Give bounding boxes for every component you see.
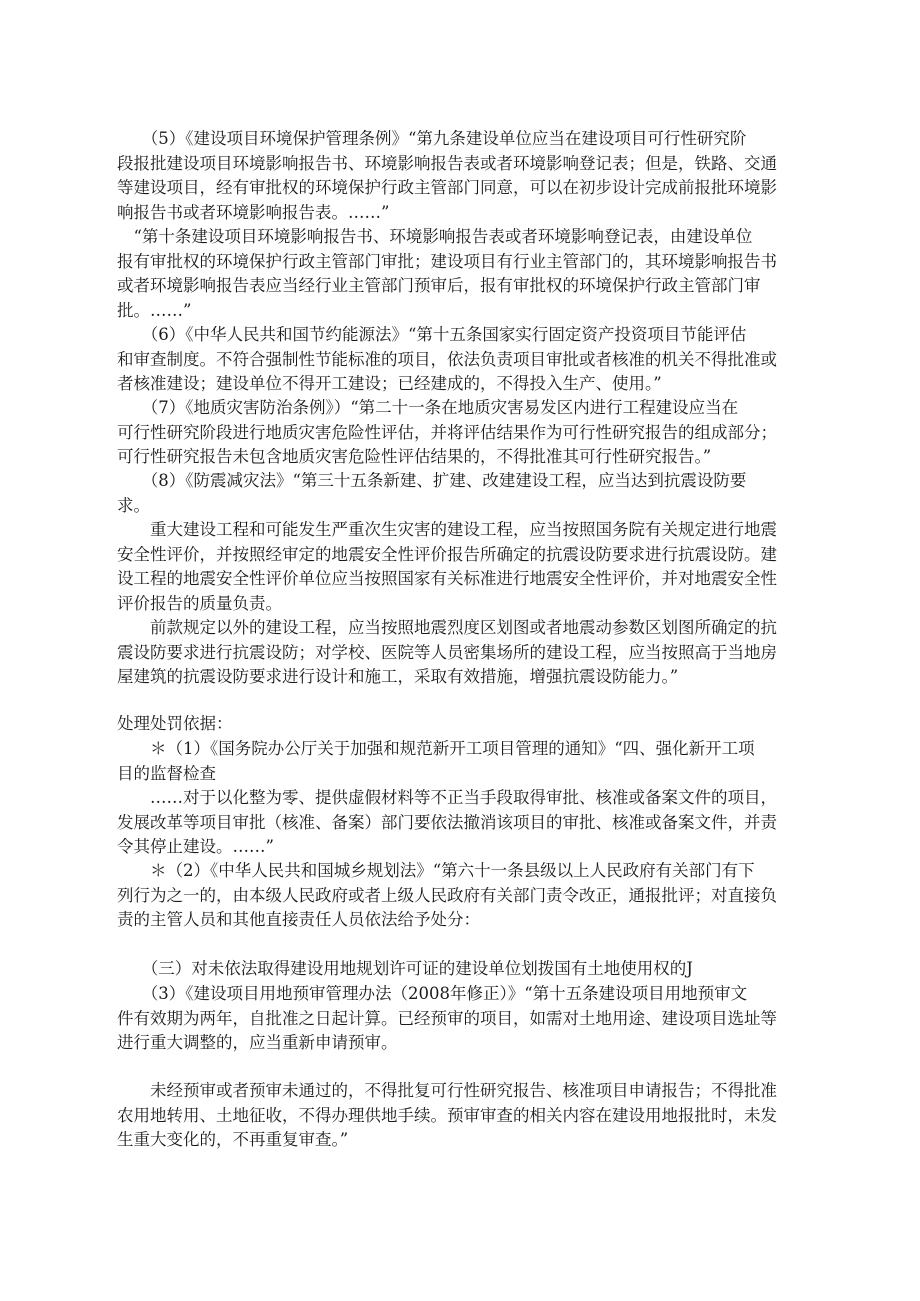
paragraph-false-materials: ……对于以化整为零、提供虚假材料等不正当手段取得审批、核准或备案文件的项目， 发展改革等项目审批（核准、备案）部门要依法撤消该项目的审批、核准或备案文件，并责 令其停止建设。……” (117, 788, 777, 856)
paragraph-env-protection-art9: （5）《建设项目环境保护管理条例》“第九条建设单位应当在建设项目可行性研究阶 段报批建设项目环境影响报告书、环境影响报告表或者环境影响登记表；但是，铁路、交通 等建设项目，经有审批权的环境保护行政主管部门同意，可以在初步设计完成前报批环境影 响报告书或者环境影响报告表。……” (117, 129, 777, 222)
paragraph-urban-rural-planning-law: ＊（2）《中华人民共和国城乡规划法》“第六十一条县级以上人民政府有关部门有下 列行为之一的，由本级人民政府或者上级人民政府有关部门责令改正，通报批评；对直接负 责的主管人员和其他直接责任人员依法给予处分： (117, 861, 777, 929)
paragraph-state-council-notice: ＊（1）《国务院办公厅关于加强和规范新开工项目管理的通知》“四、强化新开工项 目的监督检查 (117, 739, 755, 783)
paragraph-not-pre-reviewed: 未经预审或者预审未通过的，不得批复可行性研究报告、核准项目申请报告；不得批准 农用地转用、土地征收，不得办理供地手续。预审审查的相关内容在建设用地报批时，未发 生重大变化的，不再重复审查。” (117, 1081, 777, 1149)
paragraph-other-construction: 前款规定以外的建设工程，应当按照地震烈度区划图或者地震动参数区划图所确定的抗 震设防要求进行抗震设防；对学校、医院等人员密集场所的建设工程，应当按照高于当地房 屋建筑的抗震设防要求进行设计和施工，采取有效措施，增强抗震设防能力。” (117, 618, 777, 686)
paragraph-env-protection-art10: “第十条建设项目环境影响报告书、环境影响报告表或者环境影响登记表，由建设单位 报有审批权的环境保护行政主管部门审批；建设项目有行业主管部门的，其环境影响报告书 或者环境影响报告表应当经行业主管部门预审后，报有审批权的环境保护行政主管部门审 批。……” (117, 227, 777, 320)
section-heading-penalty-basis: 处理处罚依据： (117, 714, 233, 733)
paragraph-geological-disaster: （7）《地质灾害防治条例》）“第二十一条在地质灾害易发区内进行工程建设应当在 可行性研究阶段进行地质灾害危险性评估，并将评估结果作为可行性研究报告的组成部分； 可行性研究报告未包含地质灾害危险性评估结果的，不得批准其可行性研究报告。” (117, 398, 777, 466)
paragraph-land-pre-review: （3）《建设项目用地预审管理办法（2008年修正）》“第十五条建设项目用地预审文 件有效期为两年，自批准之日起计算。已经预审的项目，如需对土地用途、建设项目选址等 进行重大调整的，应当重新申请预审。 (117, 984, 777, 1052)
paragraph-energy-conservation-law: （6）《中华人民共和国节约能源法》“第十五条国家实行固定资产投资项目节能评估 和审查制度。不符合强制性节能标准的项目，依法负责项目审批或者核准的机关不得批准或 者核准建设；建设单位不得开工建设；已经建成的，不得投入生产、使用。” (117, 325, 777, 393)
paragraph-major-construction: 重大建设工程和可能发生严重次生灾害的建设工程，应当按照国务院有关规定进行地震 安全性评价，并按照经审定的地震安全性评价报告所确定的抗震设防要求进行抗震设防。建 设工程的地震安全性评价单位应当按照国家有关标准进行地震安全性评价，并对地震安全性 评价报告的质量负责。 (117, 520, 777, 613)
paragraph-item-three: （三）对未依法取得建设用地规划许可证的建设单位划拨国有土地使用权的J (117, 959, 693, 978)
paragraph-earthquake-law: （8）《防震减灾法》“第三十五条新建、扩建、改建建设工程，应当达到抗震设防要 求。 (117, 471, 747, 515)
